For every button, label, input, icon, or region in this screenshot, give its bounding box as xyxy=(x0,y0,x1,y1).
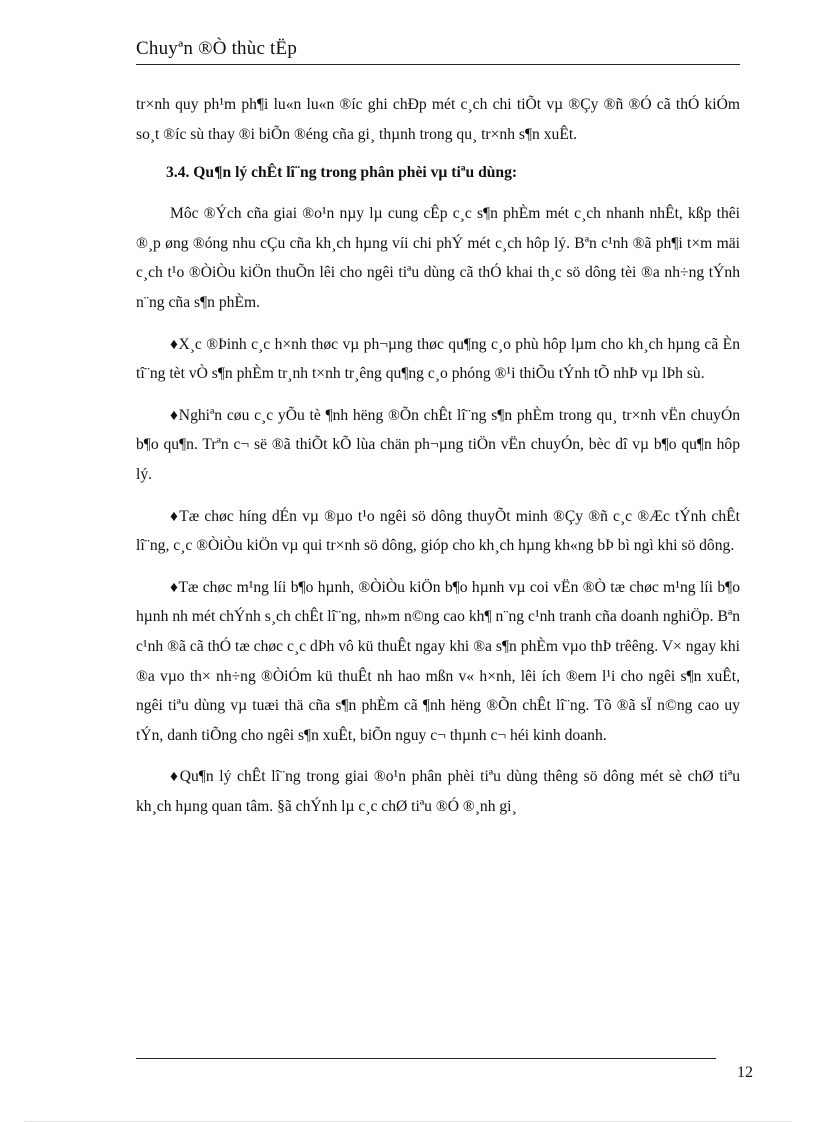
document-body xyxy=(136,90,740,833)
paragraph-purpose: Môc ®Ých cña giai ®o¹n nµy lµ cung cÊp c¸c s¶n phÈm mét c¸ch nhanh nhÊt, kßp thêi ®¸p øng ®óng nhu cÇu cña kh¸ch hµng víi chi phÝ mét c¸ch hôp lý. Bªn c¹nh ®ã ph¶i t×m mäi c¸ch t¹o ®ÒiÒu kiÖn thuÕn lêi cho ngêi tiªu dùng cã thÓ khai th¸c sö dông tèi ®a nh÷ng tÝnh n¨ng cña s¶n phÈm. xyxy=(136,205,740,311)
header-divider xyxy=(136,64,740,65)
bullet-paragraph-transport: ♦Nghiªn cøu c¸c yÕu tè ¶nh hëng ®Õn chÊt lî¨ng s¶n phÈm trong qu¸ tr×nh vËn chuyÓn b¶o qu¶n. Trªn c¬ së ®ã thiÕt kÕ lùa chän ph¬µng tiÖn vËn chuyÓn, bèc dî vµ b¶o qu¶n hôp lý. xyxy=(136,406,740,483)
bullet-paragraph-training: ♦Tæ chøc híng dÉn vµ ®µo t¹o ngêi sö dông thuyÕt minh ®Çy ®ñ c¸c ®Æc tÝnh chÊt lî¨ng, c¸c ®ÒiÒu kiÖn vµ qui tr×nh sö dông, gióp cho kh¸ch hµng kh«ng bÞ bì ngì khi sö dông. xyxy=(136,507,740,555)
paragraph-continuation: tr×nh quy ph¹m ph¶i lu«n lu«n ®íc ghi chÐp mét c¸ch chi tiÕt vµ ®Çy ®ñ ®Ó cã thÓ kiÓm so¸t ®íc sù thay ®i biÕn ®éng cña gi¸ thµnh trong qu¸ tr×nh s¶n xuÊt. xyxy=(136,96,740,143)
page-number: 12 xyxy=(737,1064,753,1081)
bullet-paragraph-quality-management: ♦Qu¶n lý chÊt lî¨ng trong giai ®o¹n phân phèi tiªu dùng thêng sö dông mét sè chØ tiªu kh¸ch hµng quan tâm. §ã chÝnh lµ c¸c chØ tiªu ®Ó ®¸nh gi¸ xyxy=(136,768,740,815)
footer-divider xyxy=(136,1058,716,1059)
bullet-paragraph-warranty: ♦Tæ chøc m¹ng líi b¶o hµnh, ®ÒiÒu kiÖn b¶o hµnh vµ coi vËn ®Ò tæ chøc m¹ng líi b¶o hµnh nh mét chÝnh s¸ch chÊt lî¨ng, nh»m n©ng cao kh¶ n¨ng c¹nh tranh cña doanh nghiÖp. Bªn c¹nh ®ã cã thÓ tæ chøc c¸c dÞh vô kü thuÊt ngay khi ®a s¶n phÈm vµo thÞ trêêng. V× ngay khi ®a vµo th× nh÷ng ®ÒiÓm kü thuÊt nh hao mßn v« h×nh, lêi ích ®em l¹i cho ngêi s¶n xuÊt, ngêi tiªu dùng vµ tuæi thä cña s¶n phÈm cã ¶nh hëng ®Õn chÊt lî¨ng. Tõ ®ã sÏ n©ng cao uy tÝn, danh tiÕng cho ngêi s¶n xuÊt, biÕn nguy c¬ thµnh c¬ héi kinh doanh. xyxy=(136,578,740,744)
page-bottom-border xyxy=(24,1121,792,1122)
section-heading: 3.4. Qu¶n lý chÊt lî¨ng trong phân phèi vµ tiªu dùng: xyxy=(166,164,518,182)
bullet-paragraph-advertising: ♦X¸c ®Þinh c¸c h×nh thøc vµ ph¬µng thøc qu¶ng c¸o phù hôp lµm cho kh¸ch hµng cã Èn tî¨ng tèt vÒ s¶n phÈm tr¸nh t×nh tr¸êng qu¶ng c¸o phóng ®¹i thiÕu tÝnh tÕ nhÞ vµ lÞh sù. xyxy=(136,335,740,383)
page-header-title: Chuyªn ®Ò thùc tËp xyxy=(136,38,298,59)
